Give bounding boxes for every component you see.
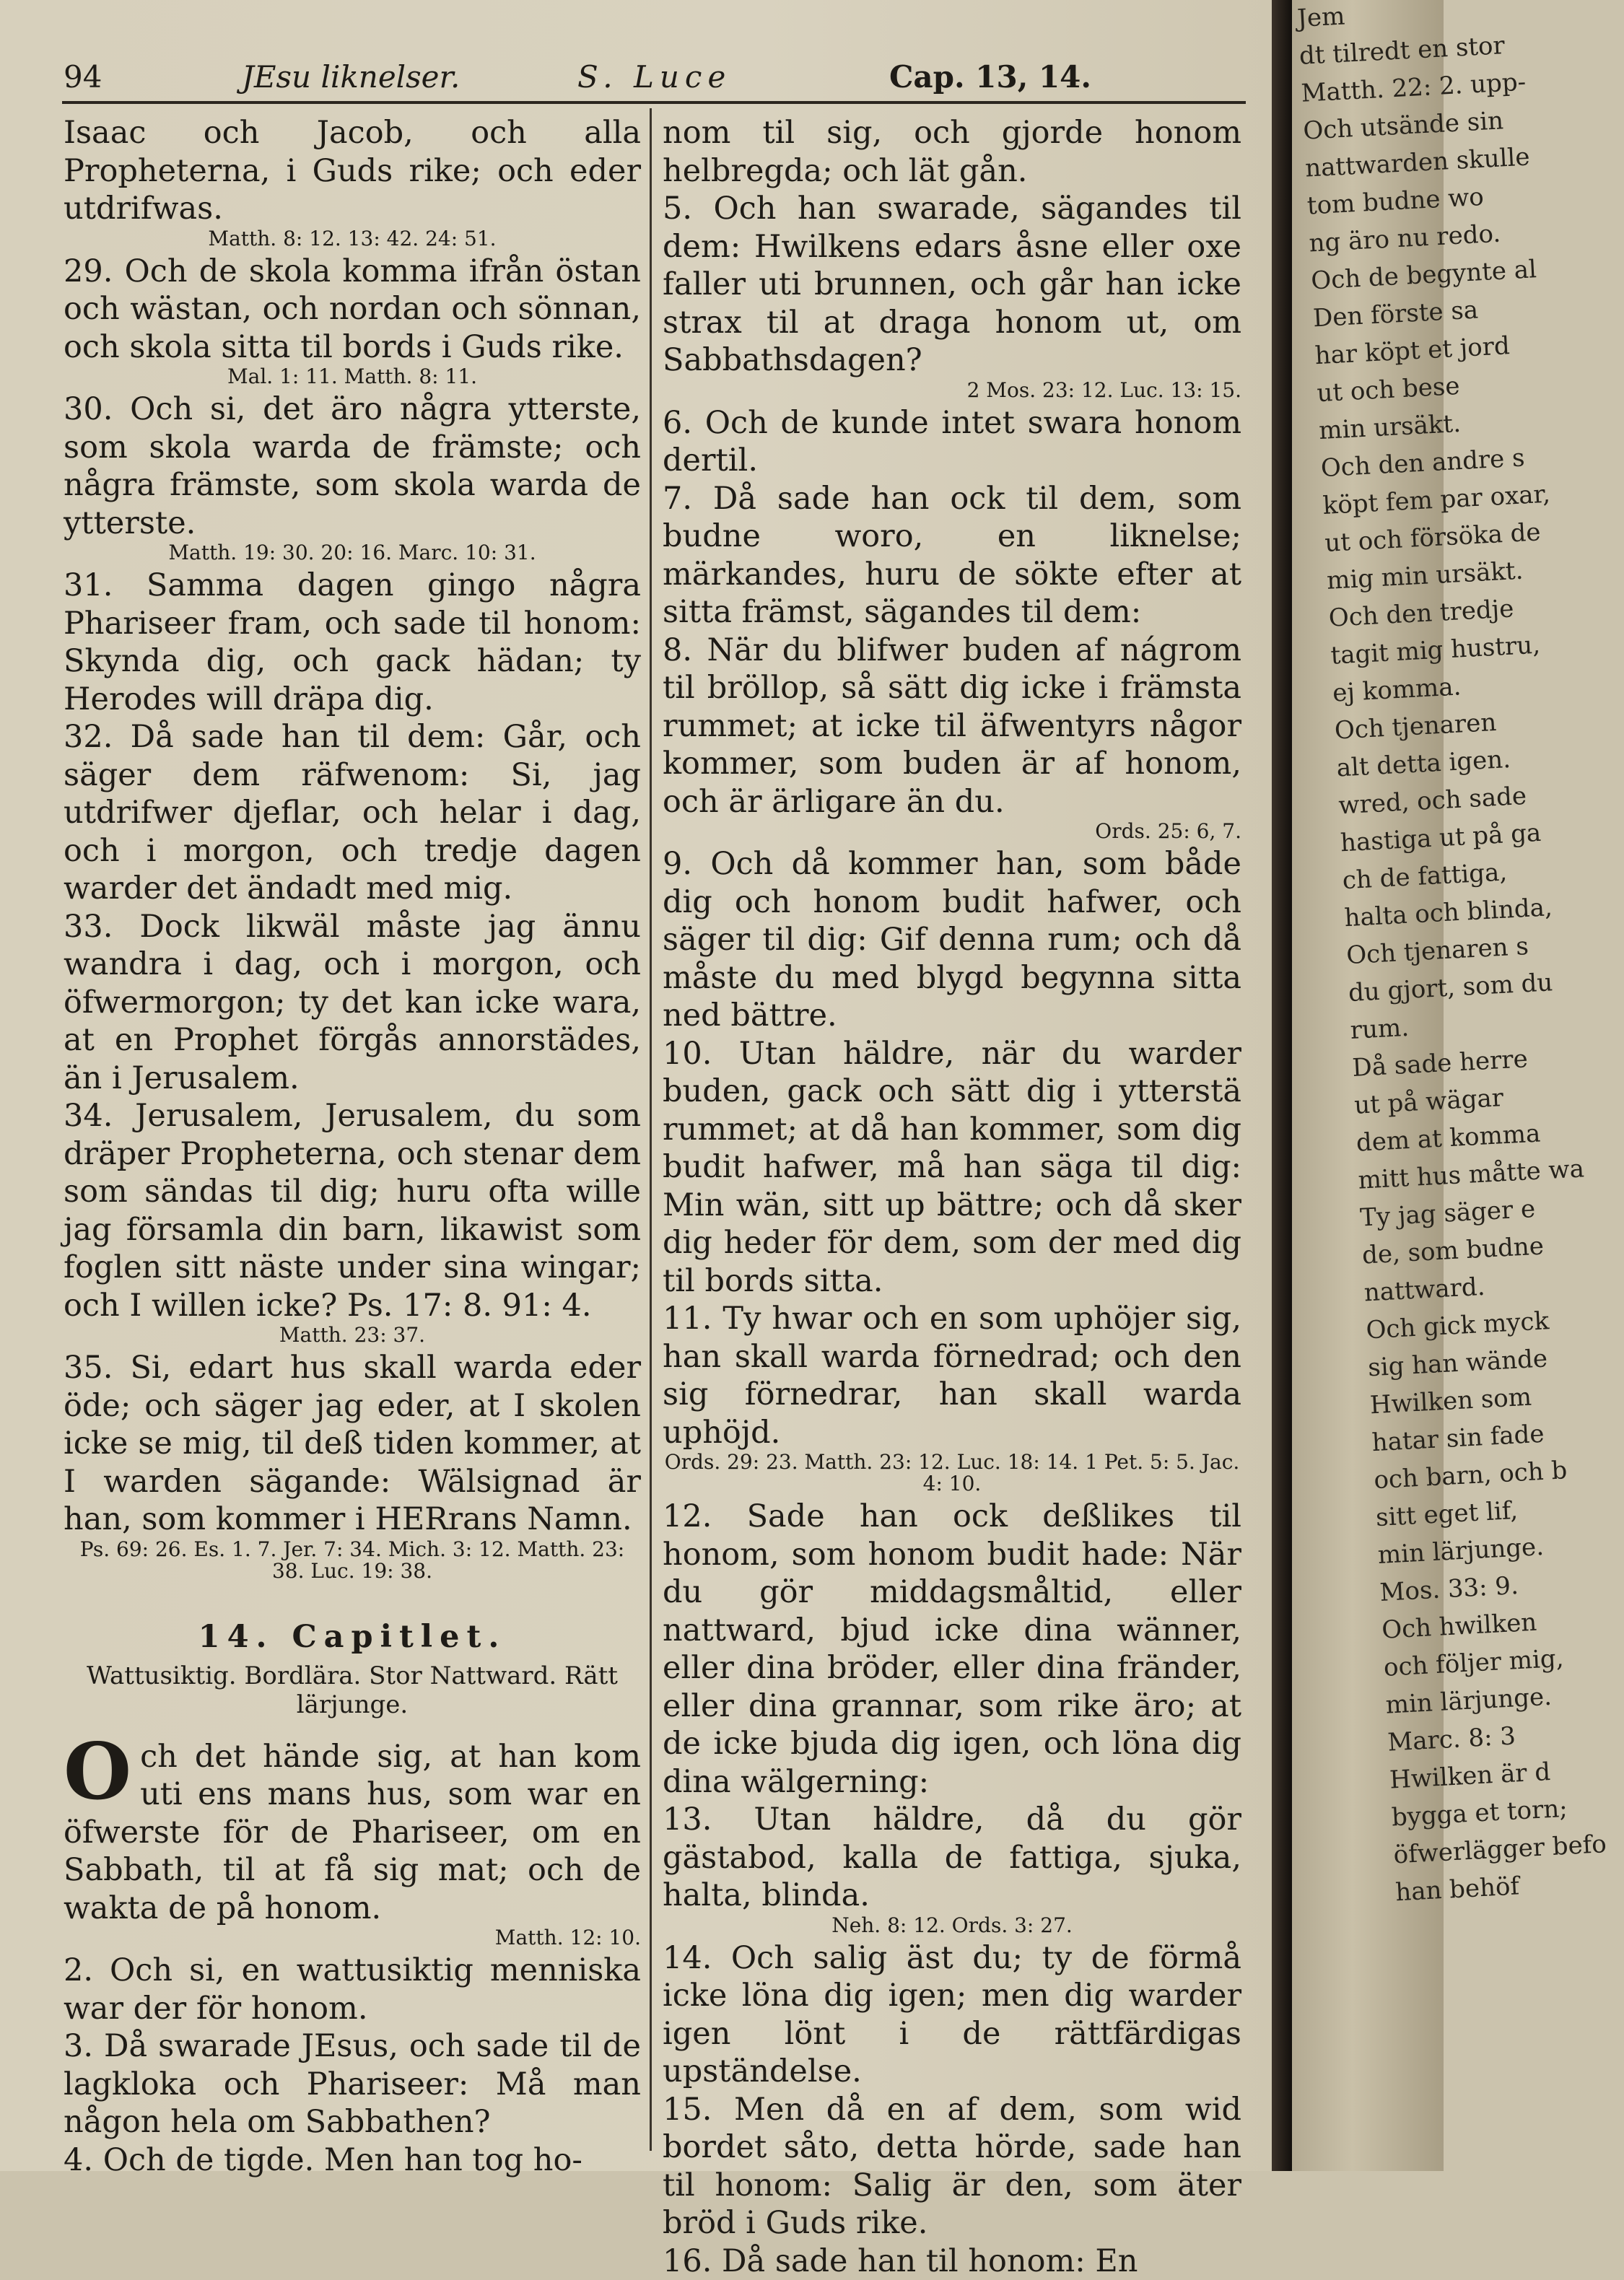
verse-paragraph: 9. Och då kommer han, som både dig och honom budit hafwer, och säger til dig: Gif denna rum; och då måste du med blygd begynna sitta ned bättre. <box>663 845 1241 1035</box>
verse-paragraph: 31. Samma dagen gingo några Phariseer fram, och sade til honom: Skynda dig, och gack hädan; ty Herodes will dräpa dig. <box>64 567 641 718</box>
facing-page-line: Och tjenaren <box>1334 704 1483 750</box>
facing-page-line: tagit mig hustru, <box>1330 629 1478 675</box>
drop-cap-initial: O <box>64 1739 131 1804</box>
facing-page-line: ut och bese <box>1316 367 1464 413</box>
cross-reference: 2 Mos. 23: 12. Luc. 13: 15. <box>663 380 1241 401</box>
facing-page-line: Och gick myck <box>1365 1304 1514 1350</box>
facing-page-line: sitt eget lif, <box>1375 1491 1524 1537</box>
verse-paragraph: 34. Jerusalem, Jerusalem, du som dräper Propheterna, och stenar dem som sändas til dig; huru ofta wille jag församla din barn, likawist som foglen sitt näste under sina wingar; och I willen icke? Ps. 17: 8. 91: 4. <box>64 1097 641 1324</box>
facing-page-line: och följer mig, <box>1383 1641 1532 1687</box>
verse-paragraph: 35. Si, edart hus skall warda eder öde; och säger jag eder, at I skolen icke se mig, til deß tiden kommer, at I warden sägande: Wälsignad är han, som kommer i HERrans Namn. <box>64 1349 641 1539</box>
verse-paragraph: 13. Utan häldre, då du gör gästabod, kalla de fattiga, sjuka, halta, blinda. <box>663 1801 1241 1915</box>
facing-page-line: Hwilken som <box>1369 1379 1518 1425</box>
book-name: S. Luce <box>577 59 731 95</box>
facing-page-line: Och tjenaren s <box>1345 930 1494 975</box>
verse-paragraph: 10. Utan häldre, när du warder buden, gack och sätt dig i ytterstä rummet; at då han kommer, som dig budit hafwer, må han säga til dig: Min wän, sitt up bättre; och då sker dig heder för dem, som der med dig til bords sitta. <box>663 1035 1241 1301</box>
facing-page-line: ej komma. <box>1332 667 1480 712</box>
facing-page-line: ut på wägar <box>1353 1079 1502 1124</box>
cross-reference: Ps. 69: 26. Es. 1. 7. Jer. 7: 34. Mich. 3: 12. Matth. 23: 38. Luc. 19: 38. <box>64 1539 641 1582</box>
facing-page-edge <box>1292 0 1444 2171</box>
verse-paragraph: 33. Dock likwäl måste jag ännu wandra i dag, och i morgon, och öfwermorgon; ty det kan icke wara, at en Prophet förgås annorstädes, än i Jerusalem. <box>64 908 641 1098</box>
verse-paragraph: 14. Och salig äst du; ty de förmå icke löna dig igen; men dig warder igen lönt i de rättfärdigas upständelse. <box>663 1939 1241 2091</box>
cross-reference: Matth. 19: 30. 20: 16. Marc. 10: 31. <box>64 542 641 564</box>
facing-page-line: Jem <box>1296 0 1445 38</box>
facing-page-line: tom budne wo <box>1306 180 1455 225</box>
facing-page-line: min ursäkt. <box>1318 405 1467 450</box>
page-number: 94 <box>64 59 102 95</box>
facing-page-line: Ty jag säger e <box>1359 1192 1508 1237</box>
facing-page-line: Och den tredje <box>1328 592 1477 637</box>
running-title: JEsu liknelser. <box>242 59 460 95</box>
facing-page-line: öfwerlägger befo <box>1392 1829 1541 1874</box>
facing-page-line: ng äro nu redo. <box>1308 217 1457 263</box>
verse-paragraph: 7. Då sade han ock til dem, som budne woro, en liknelse; märkandes, huru de sökte efter at sitta främst, sägandes til dem: <box>663 480 1241 632</box>
facing-page-line: wred, och sade <box>1337 779 1486 825</box>
facing-page-line: Och utsände sin <box>1302 105 1451 150</box>
facing-page-line: och barn, och b <box>1373 1454 1522 1500</box>
facing-page-line: nattward. <box>1363 1267 1512 1312</box>
facing-page-line: Och den andre s <box>1320 442 1469 487</box>
facing-page-line: Mos. 33: 9. <box>1379 1566 1527 1612</box>
facing-page-line: min lärjunge. <box>1377 1529 1526 1574</box>
facing-page-line: sig han wände <box>1367 1342 1516 1387</box>
right-column <box>663 114 1241 2280</box>
facing-page-line: mig min ursäkt. <box>1326 554 1475 600</box>
cross-reference: Mal. 1: 11. Matth. 8: 11. <box>64 366 641 388</box>
facing-page-line: bygga et torn; <box>1391 1791 1540 1837</box>
facing-page-line: dt tilredt en stor <box>1298 30 1447 75</box>
verse-paragraph: 5. Och han swarade, sägandes til dem: Hwilkens edars åsne eller oxe faller uti brunnen, och går han icke strax til at draga honom ut, om Sabbathsdagen? <box>663 190 1241 380</box>
header-rule <box>62 101 1246 104</box>
verse-paragraph: 4. Och de tigde. Men han tog ho- <box>64 2141 641 2180</box>
facing-page-line: Och hwilken <box>1381 1604 1529 1649</box>
chapter-summary: Wattusiktig. Bordlära. Stor Nattward. Rätt lärjunge. <box>64 1661 641 1719</box>
cross-reference: Matth. 8: 12. 13: 42. 24: 51. <box>64 228 641 250</box>
verse-paragraph: 6. Och de kunde intet swara honom dertil. <box>663 404 1241 480</box>
facing-page-line: alt detta igen. <box>1335 742 1484 787</box>
verse-paragraph: 11. Ty hwar och en som uphöjer sig, han skall warda förnedrad; och den sig förnedrar, han skall warda uphöjd. <box>663 1300 1241 1451</box>
verse-paragraph: 32. Då sade han til dem: Går, och säger dem räfwenom: Si, jag utdrifwer djeflar, och helar i dag, och i morgon, och tredje dagen warder det ändadt med mig. <box>64 718 641 908</box>
facing-page-line: Marc. 8: 3 <box>1387 1716 1535 1762</box>
facing-page-line: nattwarden skulle <box>1304 142 1453 188</box>
facing-page-line: halta och blinda, <box>1343 892 1492 938</box>
verse-paragraph: nom til sig, och gjorde honom helbregda; och lät gån. <box>663 114 1241 190</box>
facing-page-line: mitt hus måtte wa <box>1357 1154 1506 1200</box>
verse-paragraph: 12. Sade han ock deßlikes til honom, som honom budit hade: När du gör middagsmåltid, eller nattward, bjud icke dina wänner, eller dina bröder, eller dina fränder, eller dina grannar, som rike äro; at de icke bjuda dig igen, och löna dig dina wälgerning: <box>663 1498 1241 1801</box>
facing-page-line: de, som budne <box>1361 1229 1510 1275</box>
verse-paragraph: 29. Och de skola komma ifrån östan och wästan, och nordan och sönnan, och skola sitta til bords i Guds rike. <box>64 253 641 367</box>
chapter-reference: Cap. 13, 14. <box>889 59 1091 95</box>
facing-page-line: du gjort, som du <box>1348 966 1496 1012</box>
cross-reference: Matth. 23: 37. <box>64 1324 641 1346</box>
chapter-heading: 14. Capitlet. <box>64 1617 641 1657</box>
facing-page-line: dem at komma <box>1355 1117 1504 1162</box>
verse-paragraph: 16. Då sade han til honom: En <box>663 2242 1241 2280</box>
facing-page-line: hastiga ut på ga <box>1340 817 1488 862</box>
verse-paragraph <box>64 1738 641 1928</box>
facing-page-text <box>1296 0 1544 1911</box>
verse-paragraph: Isaac och Jacob, och alla Propheterna, i Guds rike; och eder utdrifwas. <box>64 114 641 228</box>
facing-page-line: har köpt et jord <box>1314 330 1462 375</box>
facing-page-line: rum. <box>1349 1004 1498 1049</box>
verse-paragraph: 30. Och si, det äro några ytterste, som skola warda de främste; och några främste, som skola warda de ytterste. <box>64 390 641 542</box>
verse-paragraph: 2. Och si, en wattusiktig menniska war der för honom. <box>64 1952 641 2027</box>
facing-page-line: Då sade herre <box>1351 1041 1500 1087</box>
facing-page-line: Hwilken är d <box>1389 1754 1537 1799</box>
verse-paragraph: 3. Då swarade JEsus, och sade til de lagkloka och Phariseer: Må man någon hela om Sabbathen? <box>64 2027 641 2141</box>
facing-page-line: Den förste sa <box>1312 292 1461 338</box>
facing-page-line: Och de begynte al <box>1310 255 1459 300</box>
facing-page-line: hatar sin fade <box>1371 1417 1519 1462</box>
facing-page-line: ch de fattiga, <box>1342 855 1490 900</box>
cross-reference: Ords. 25: 6, 7. <box>663 821 1241 842</box>
cross-reference: Matth. 12: 10. <box>64 1927 641 1949</box>
facing-page-line: ut och försöka de <box>1324 517 1472 562</box>
verse-paragraph: 8. När du blifwer buden af nágrom til bröllop, så sätt dig icke i främsta rummet; at icke til äfwentyrs någor kommer, som buden är af honom, och är ärligare än du. <box>663 632 1241 821</box>
left-column <box>64 114 641 2179</box>
facing-page-line: Matth. 22: 2. upp- <box>1300 67 1449 113</box>
column-divider <box>650 108 652 2151</box>
book-gutter <box>1272 0 1292 2171</box>
facing-page-line: min lärjunge. <box>1384 1679 1533 1724</box>
cross-reference: Ords. 29: 23. Matth. 23: 12. Luc. 18: 14. 1 Pet. 5: 5. Jac. 4: 10. <box>663 1451 1241 1495</box>
facing-page-line: han behöf <box>1394 1866 1543 1912</box>
facing-page-line: köpt fem par oxar, <box>1322 479 1470 525</box>
verse-paragraph: 15. Men då en af dem, som wid bordet såto, detta hörde, sade han til honom: Salig är den, som äter bröd i Guds rike. <box>663 2091 1241 2242</box>
verse-text: ch det hände sig, at han kom uti ens mans hus, som war en öfwerste för de Phariseer, om en Sabbath, til at få sig mat; och de wakta de på honom. <box>64 1739 641 1926</box>
cross-reference: Neh. 8: 12. Ords. 3: 27. <box>663 1915 1241 1936</box>
